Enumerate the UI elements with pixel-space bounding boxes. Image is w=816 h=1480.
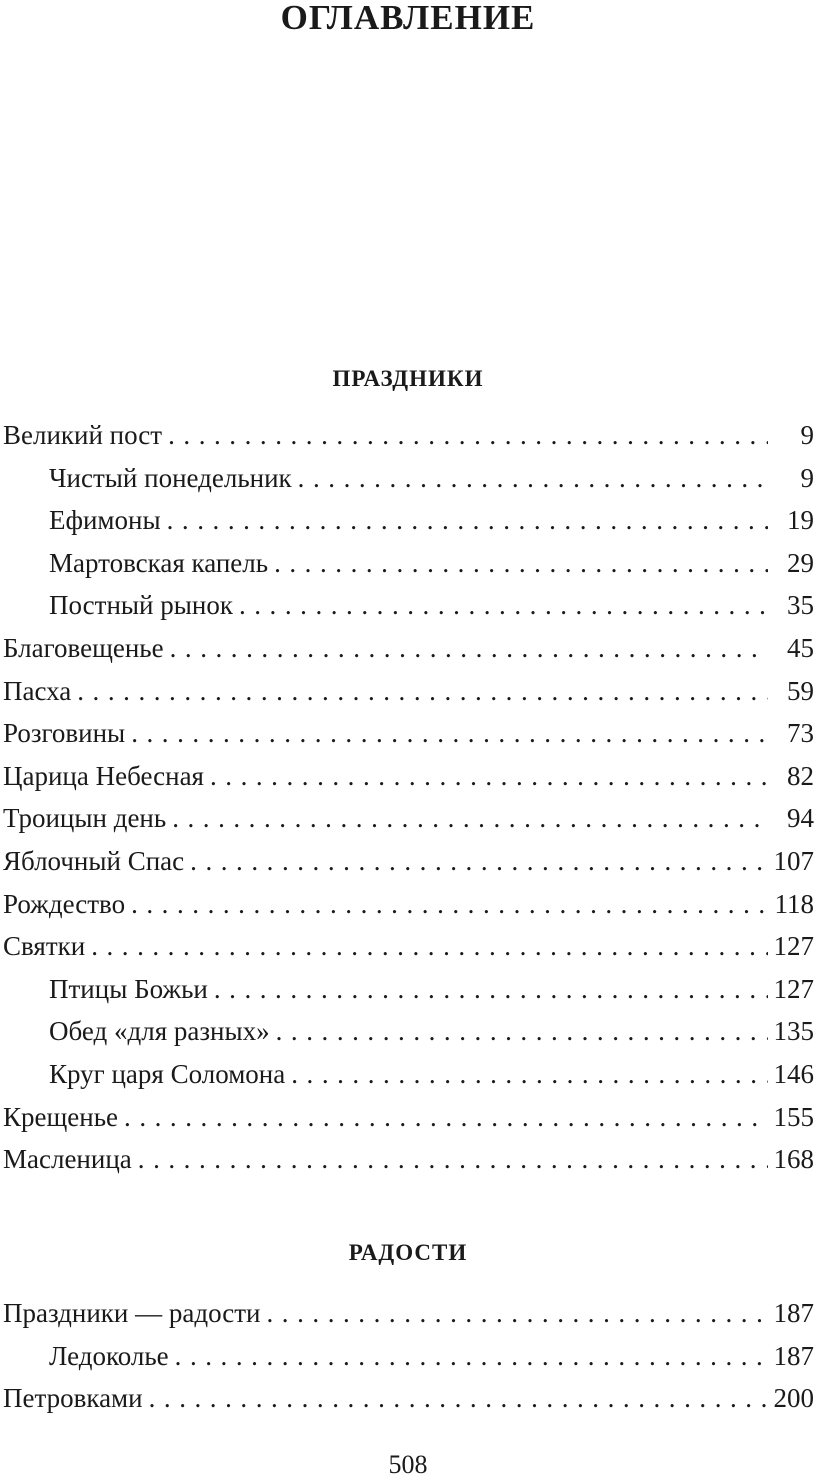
page-title: ОГЛАВЛЕНИЕ	[280, 0, 536, 37]
page-number: 508	[388, 1450, 428, 1479]
toc-entry-page: 146	[773, 1058, 814, 1089]
toc-entry-title: Ледоколье	[49, 1340, 169, 1371]
toc-entry-page: 200	[773, 1383, 814, 1414]
toc-entry-title: Круг царя Соломона	[49, 1058, 286, 1089]
toc-entry-title: Розговины	[3, 718, 126, 749]
toc-entry	[3, 457, 814, 500]
toc-dot-leader	[124, 1096, 767, 1139]
toc-dot-leader	[91, 925, 767, 968]
toc-list-joys	[3, 1292, 814, 1420]
section-heading-holidays: ПРАЗДНИКИ	[332, 366, 484, 391]
toc-dot-leader	[167, 499, 768, 542]
toc-entry-page: 127	[773, 973, 814, 1004]
toc-dot-leader	[274, 542, 768, 585]
toc-entry	[3, 670, 814, 713]
toc-entry	[3, 499, 814, 542]
toc-entry-page: 59	[787, 675, 814, 706]
toc-dot-leader	[267, 1292, 768, 1335]
toc-dot-leader	[276, 1010, 768, 1053]
toc-entry	[3, 1335, 814, 1378]
toc-entry	[3, 840, 814, 883]
toc-entry-title: Великий пост	[3, 420, 163, 450]
toc-entry-page: 155	[773, 1101, 814, 1132]
toc-dot-leader	[149, 1377, 768, 1420]
toc-entry-title: Ефимоны	[49, 505, 161, 536]
toc-entry-title: Пасха	[3, 675, 72, 706]
toc-entry	[3, 883, 814, 926]
toc-entry-page: 127	[773, 931, 814, 962]
toc-entry	[3, 1096, 814, 1139]
toc-dot-leader	[175, 1335, 768, 1378]
toc-entry-title: Троицын день	[3, 803, 167, 834]
toc-entry-page: 187	[773, 1340, 814, 1371]
toc-dot-leader	[131, 712, 768, 755]
toc-entry-page: 168	[773, 1144, 814, 1175]
toc-entry-page: 45	[787, 632, 814, 663]
toc-entry	[3, 712, 814, 755]
toc-dot-leader	[239, 584, 768, 627]
toc-entry-title: Птицы Божьи	[49, 973, 208, 1004]
toc-entry	[3, 1138, 814, 1181]
toc-dot-leader	[168, 414, 768, 457]
toc-list-holidays	[3, 414, 814, 1181]
toc-entry-title: Праздники — радости	[3, 1298, 261, 1328]
toc-dot-leader	[210, 755, 768, 798]
section-heading-joys: РАДОСТИ	[348, 1240, 468, 1265]
toc-entry-title: Масленица	[3, 1144, 132, 1175]
toc-dot-leader	[190, 840, 767, 883]
toc-dot-leader	[214, 968, 768, 1011]
toc-entry-title: Яблочный Спас	[3, 845, 185, 876]
toc-entry	[3, 1053, 814, 1096]
toc-dot-leader	[298, 457, 768, 500]
toc-entry-page: 187	[773, 1298, 814, 1328]
toc-entry	[3, 542, 814, 585]
toc-entry-page: 82	[787, 760, 814, 791]
toc-entry-page: 35	[787, 590, 814, 621]
toc-entry-page: 9	[800, 462, 814, 493]
toc-entry-page: 118	[774, 888, 814, 919]
toc-dot-leader	[138, 1138, 768, 1181]
toc-entry-page: 19	[787, 505, 814, 536]
toc-dot-leader	[77, 670, 768, 713]
toc-entry	[3, 414, 814, 457]
toc-entry	[3, 925, 814, 968]
toc-entry-page: 29	[787, 547, 814, 578]
toc-entry	[3, 627, 814, 670]
toc-dot-leader	[291, 1053, 767, 1096]
toc-entry	[3, 1292, 814, 1335]
toc-dot-leader	[170, 627, 768, 670]
toc-entry-title: Постный рынок	[49, 590, 233, 621]
toc-entry	[3, 968, 814, 1011]
toc-entry-title: Мартовская капель	[49, 547, 269, 578]
toc-entry-page: 73	[787, 718, 814, 749]
toc-entry-title: Чистый понедельник	[49, 462, 292, 493]
toc-entry-title: Царица Небесная	[3, 760, 204, 791]
toc-entry	[3, 1377, 814, 1420]
toc-entry	[3, 584, 814, 627]
toc-entry-title: Рождество	[3, 888, 126, 919]
toc-entry	[3, 797, 814, 840]
toc-dot-leader	[172, 797, 768, 840]
toc-entry-page: 94	[787, 803, 814, 834]
toc-entry-page: 9	[800, 420, 814, 450]
toc-entry-title: Петровками	[3, 1383, 143, 1414]
toc-entry	[3, 1010, 814, 1053]
toc-entry-page: 135	[773, 1016, 814, 1047]
toc-entry-title: Обед «для разных»	[49, 1016, 270, 1047]
toc-entry-page: 107	[773, 845, 814, 876]
toc-entry-title: Благовещенье	[3, 632, 164, 663]
toc-dot-leader	[131, 883, 768, 926]
toc-entry-title: Святки	[3, 931, 86, 962]
toc-entry	[3, 755, 814, 798]
toc-entry-title: Крещенье	[3, 1101, 119, 1132]
